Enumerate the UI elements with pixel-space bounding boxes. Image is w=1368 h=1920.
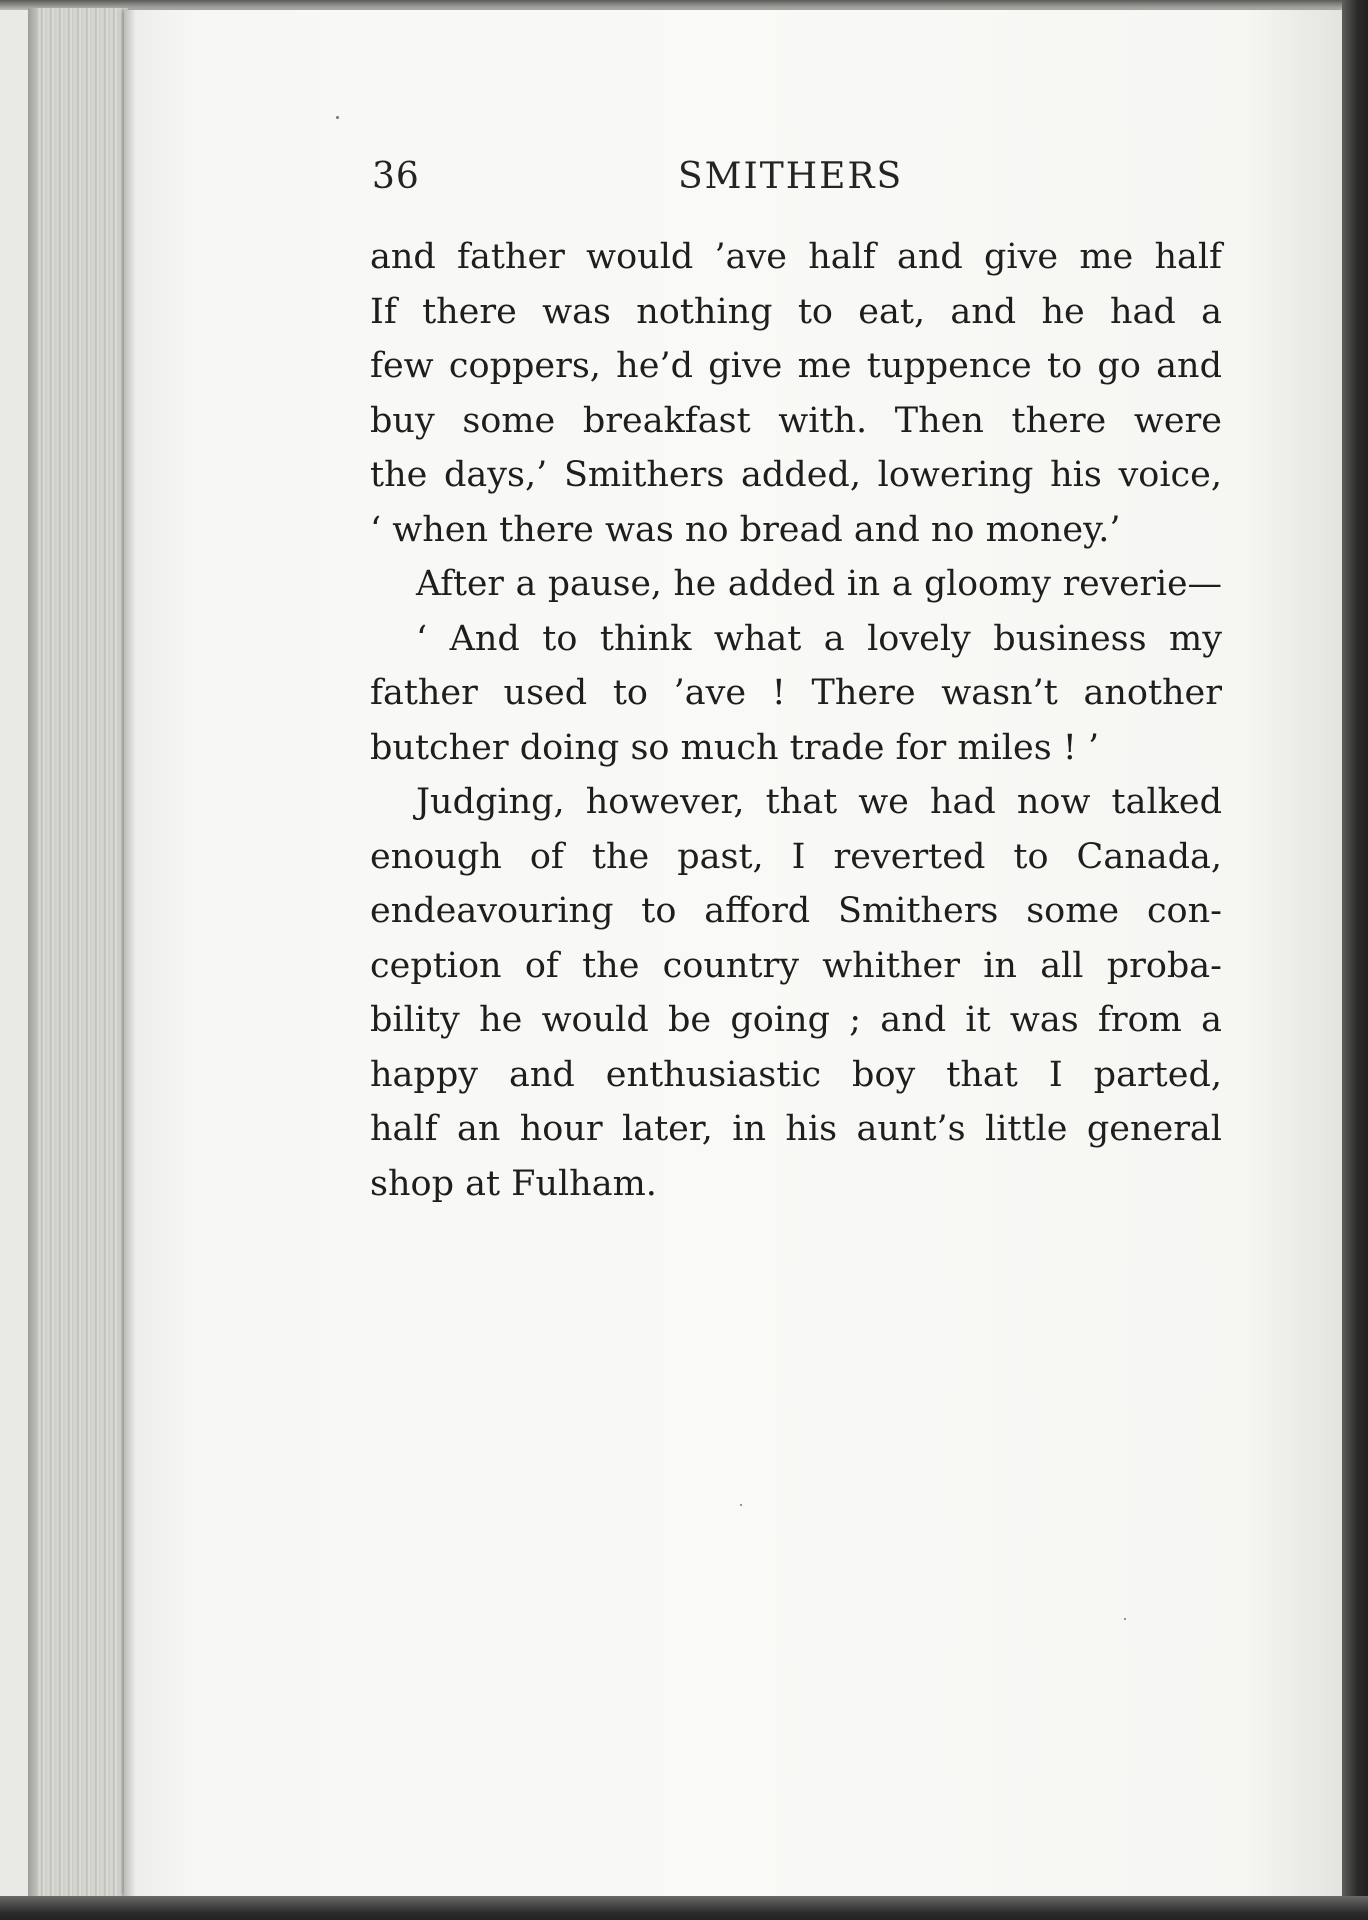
text-line: few coppers, he’d give me tuppence to go and — [370, 346, 1222, 386]
scanner-border-bottom — [0, 1896, 1368, 1920]
text-line: If there was nothing to eat, and he had a — [370, 291, 1222, 332]
text-line: ‘ when there was no bread and no money.’ — [370, 509, 1121, 550]
text-line: and father would ’ave half and give me half — [370, 237, 1222, 277]
page-number: 36 — [372, 156, 420, 197]
text-line: father used to ’ave ! There wasn’t another — [370, 673, 1222, 713]
text-line: bility he would be going ; and it was from a — [370, 1000, 1222, 1040]
text-line: Judging, however, that we had now talked — [416, 782, 1222, 822]
text-line: shop at Fulham. — [370, 1163, 657, 1204]
page-gutter-shadow — [124, 10, 136, 1896]
paper-speck — [336, 116, 339, 119]
text-line: ception of the country whither in all proba- — [370, 945, 1222, 986]
text-line: the days,’ Smithers added, lowering his voice, — [370, 455, 1222, 495]
text-line: After a pause, he added in a gloomy reverie— — [416, 564, 1222, 604]
scanner-border-right — [1342, 0, 1368, 1920]
running-head: SMITHERS — [678, 156, 904, 197]
book-page-edges — [28, 8, 128, 1898]
body-text — [370, 230, 1222, 1211]
text-line: enough of the past, I reverted to Canada, — [370, 836, 1222, 877]
scanner-border-top — [0, 0, 1368, 10]
text-line: buy some breakfast with. Then there were — [370, 400, 1222, 441]
text-line: endeavouring to afford Smithers some con- — [370, 891, 1222, 931]
page-header — [372, 156, 1222, 206]
text-line: ‘ And to think what a lovely business my — [416, 618, 1222, 659]
paper-speck — [1124, 1618, 1126, 1620]
text-line: happy and enthusiastic boy that I parted, — [370, 1054, 1222, 1095]
paper-speck — [740, 1504, 742, 1506]
text-line: half an hour later, in his aunt’s little general — [370, 1109, 1222, 1149]
text-line: butcher doing so much trade for miles ! ’ — [370, 727, 1100, 768]
